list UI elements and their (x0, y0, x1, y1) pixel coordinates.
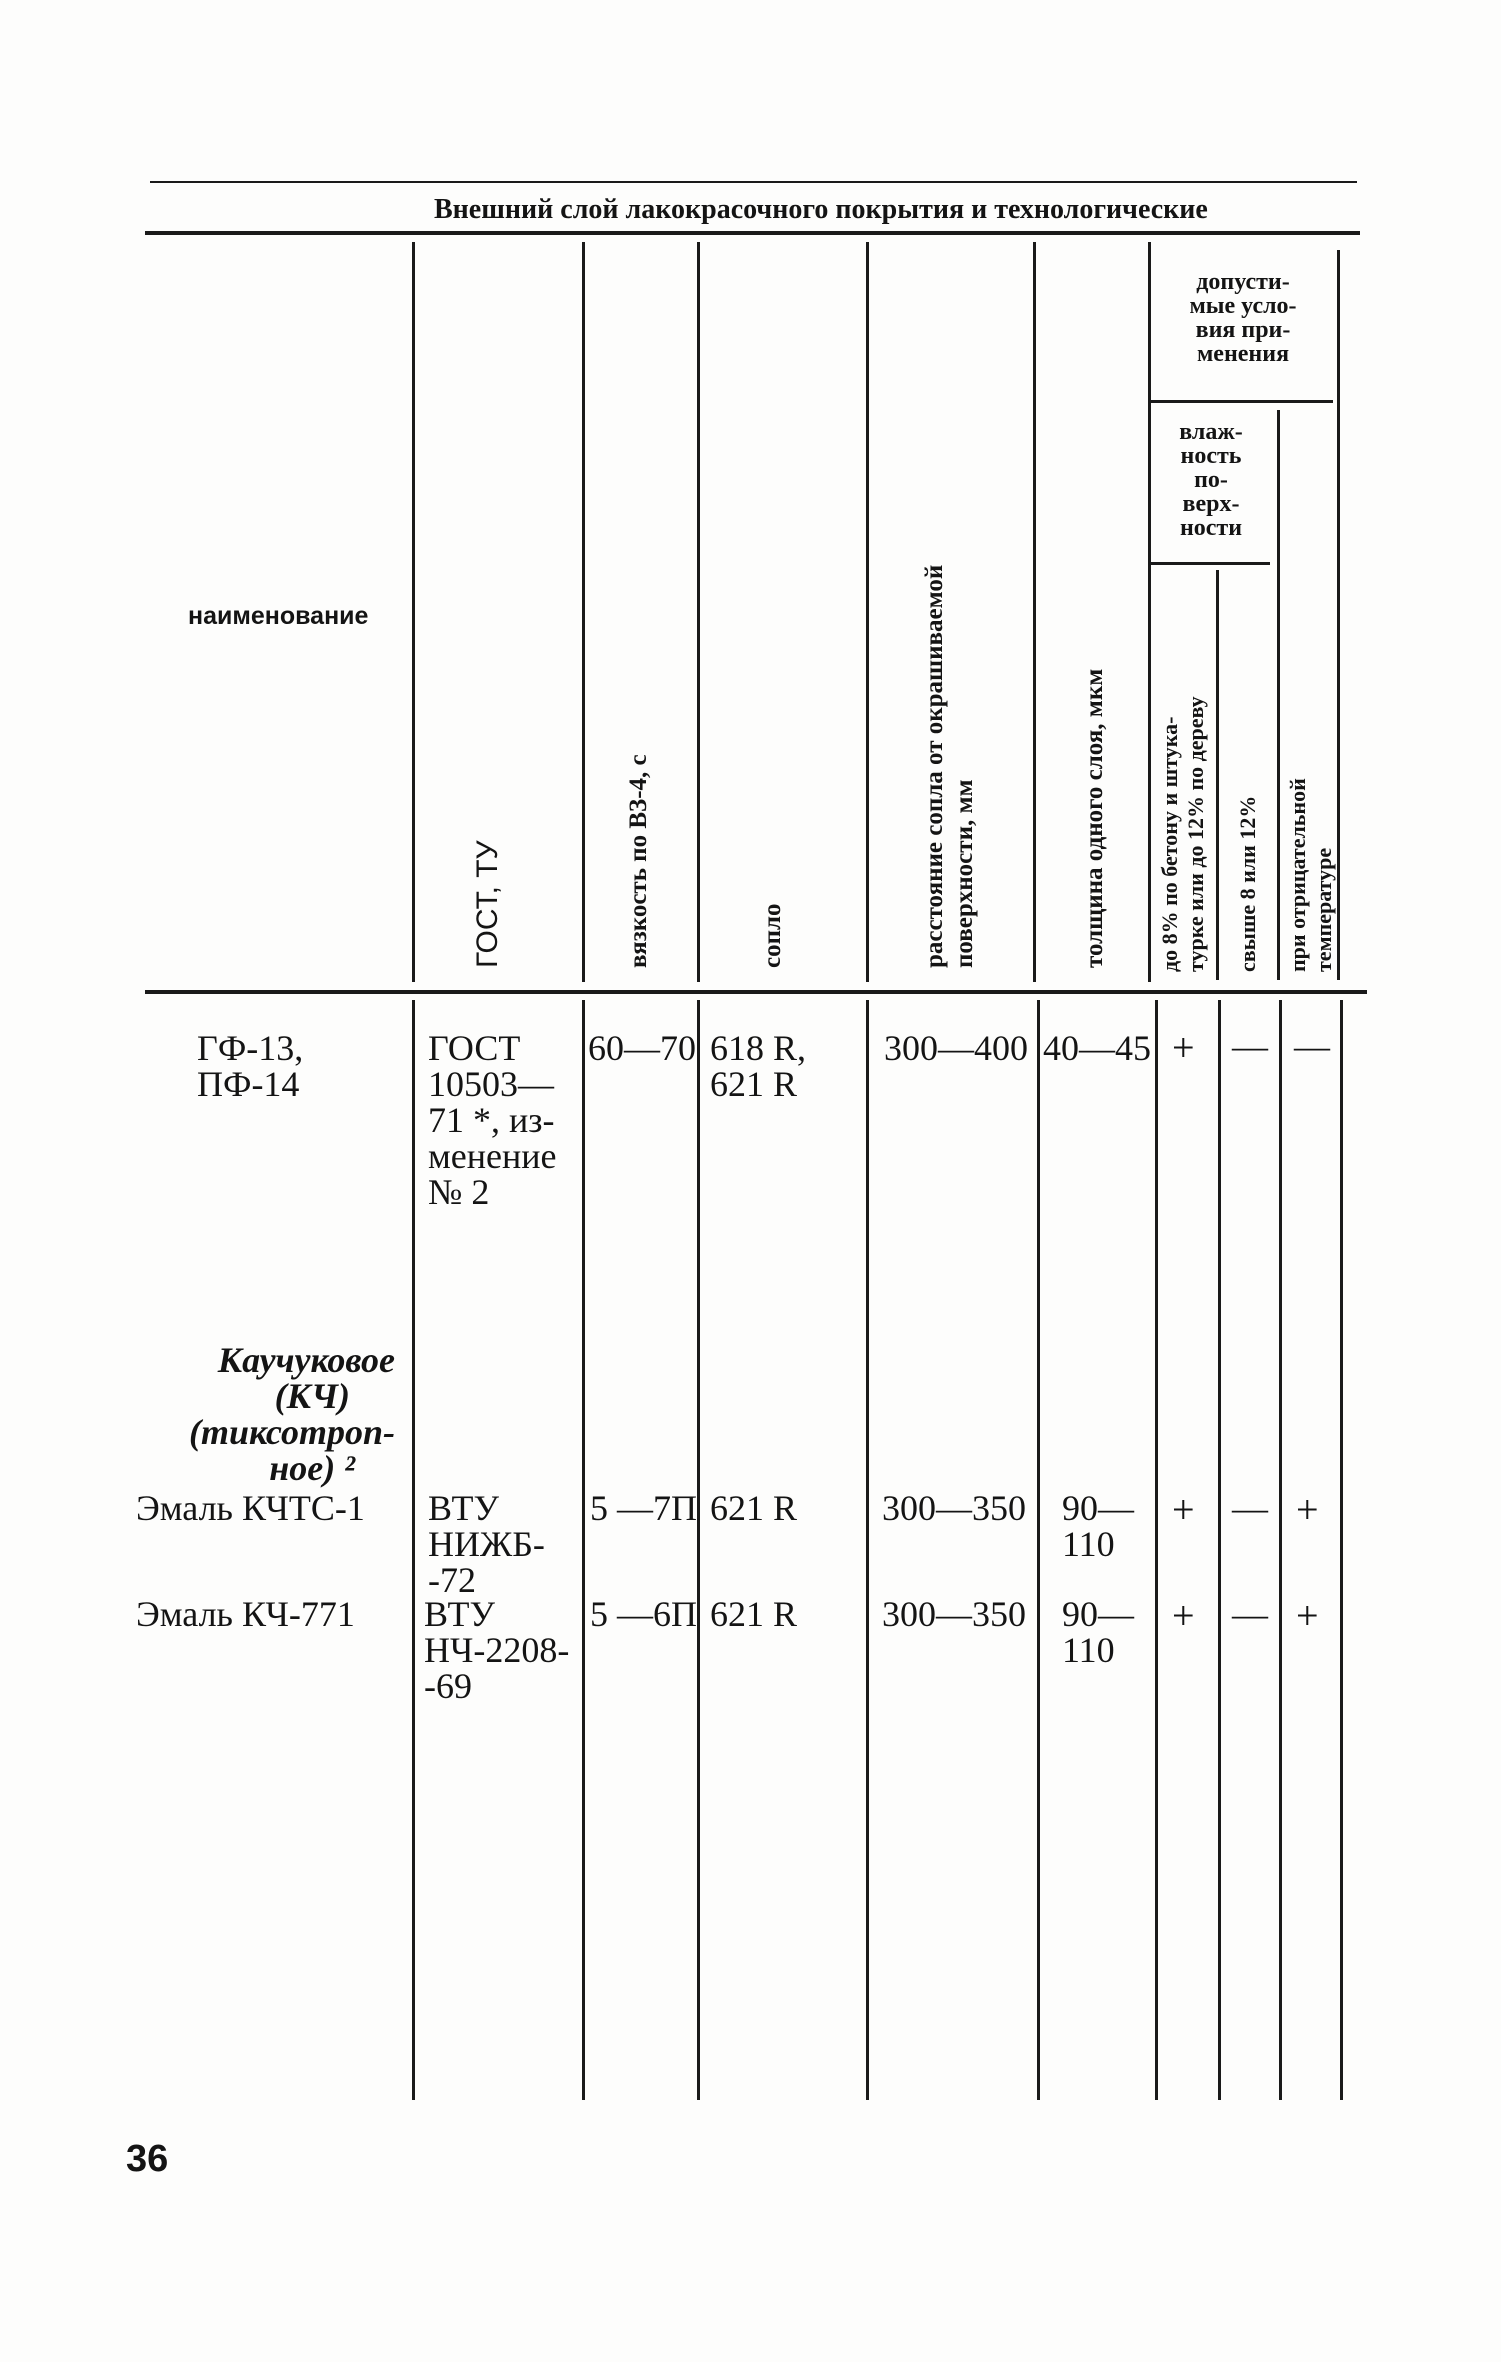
row2-name: Эмаль КЧТС-1 (136, 1488, 365, 1528)
col-header-thickness: толщина одного слоя, мкм (1081, 668, 1108, 968)
row2-thickness: 90— 110 (1062, 1488, 1134, 1564)
row1-name-line1: ГФ-13, (197, 1028, 304, 1068)
row2-nozzle: 621 R (710, 1488, 798, 1528)
top-rule (150, 181, 1357, 183)
conditions-rule (1150, 400, 1333, 403)
row3-nozzle: 621 R (710, 1594, 798, 1634)
row3-hum-low: + (1172, 1593, 1195, 1638)
row3-distance: 300—350 (882, 1594, 1026, 1634)
col-header-hum-high: свыше 8 или 12% (1235, 795, 1260, 972)
row3-gost: ВТУ НЧ-2208- -69 (424, 1594, 570, 1706)
col-header-neg-temp-line2: температуре (1311, 847, 1336, 972)
col-divider-neg-temp (1277, 410, 1280, 980)
row1-nozzle: 618 R, 621 R (710, 1028, 807, 1104)
row2-distance: 300—350 (882, 1488, 1026, 1528)
table-caption: Внешний слой лакокрасочного покрытия и технологические (434, 194, 1208, 225)
col-header-nozzle: сопло (759, 903, 786, 968)
row2-viscosity: 5 —7П (590, 1488, 697, 1528)
body-divider-neg-temp (1279, 1000, 1282, 2100)
body-divider-conditions (1155, 1000, 1158, 2100)
col-header-conditions: допусти- мые усло- вия при- менения (1189, 269, 1297, 367)
row3-thickness: 90— 110 (1062, 1594, 1134, 1670)
row1-distance: 300—400 (884, 1028, 1028, 1068)
row2-hum-low: + (1172, 1487, 1195, 1532)
row1-hum-low: + (1172, 1025, 1195, 1070)
row3-hum-high: — (1232, 1594, 1268, 1634)
col-header-distance-line2: поверхности, мм (951, 779, 978, 968)
col-header-hum-low-line1: до 8% по бетону и штука- (1157, 716, 1182, 972)
row1-gost: ГОСТ 10503— 71 *, из- менение № 2 (428, 1028, 557, 1212)
body-divider-right (1340, 1000, 1343, 2100)
page-number: 36 (126, 2138, 169, 2180)
row1-thickness: 40—45 (1043, 1028, 1151, 1068)
row3-neg-temp: + (1296, 1593, 1319, 1638)
col-divider-conditions (1148, 242, 1151, 982)
body-divider-distance (866, 1000, 869, 2100)
body-divider-viscosity (582, 1000, 585, 2100)
col-divider-hum-high (1216, 570, 1219, 980)
row1-viscosity: 60—70 (588, 1028, 696, 1068)
row2-neg-temp: + (1296, 1487, 1319, 1532)
col-divider-gost (412, 242, 415, 982)
col-header-neg-temp-line1: при отрицательной (1285, 778, 1310, 972)
body-divider-hum-high (1218, 1000, 1221, 2100)
col-header-humidity: влаж- ность по- верх- ности (1179, 419, 1243, 541)
group-heading-rubber: Каучуковое (КЧ) (тиксотроп- ное) ² (189, 1340, 395, 1488)
row1-neg-temp: — (1294, 1026, 1330, 1066)
col-header-viscosity: вязкость по ВЗ-4, с (625, 754, 652, 968)
row2-gost: ВТУ НИЖБ- -72 (428, 1488, 545, 1600)
col-divider-right (1337, 250, 1340, 980)
row3-viscosity: 5 —6П (590, 1594, 697, 1634)
caption-rule (145, 231, 1360, 235)
col-header-distance-line1: расстояние сопла от окрашиваемой (921, 564, 948, 968)
humidity-rule (1150, 562, 1270, 565)
col-divider-viscosity (582, 242, 585, 982)
col-header-gost: ГОСТ, ТУ (471, 840, 504, 968)
col-divider-thickness (1033, 242, 1036, 982)
row1-hum-high: — (1232, 1026, 1268, 1066)
header-bottom-rule (145, 990, 1367, 994)
body-divider-thickness (1037, 1000, 1040, 2100)
col-header-hum-low-line2: турке или до 12% по дереву (1183, 696, 1208, 972)
row1-name-line2: ПФ-14 (197, 1064, 300, 1104)
row3-name: Эмаль КЧ-771 (136, 1594, 355, 1634)
col-divider-distance (866, 242, 869, 982)
body-divider-gost (412, 1000, 415, 2100)
col-divider-nozzle (697, 242, 700, 982)
body-divider-nozzle (697, 1000, 700, 2100)
col-header-name: наименование (188, 602, 369, 630)
row2-hum-high: — (1232, 1488, 1268, 1528)
table-row (197, 1030, 303, 1102)
